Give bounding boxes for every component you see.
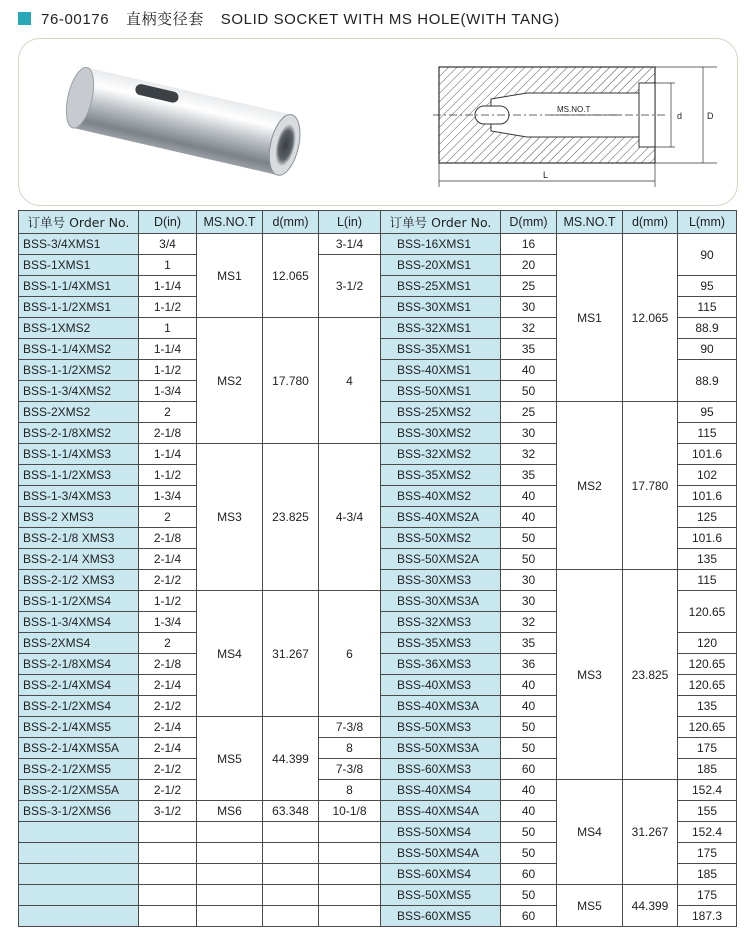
col-header-ms-right: MS.NO.T (557, 211, 623, 234)
diameter-cell: 2-1/2 (139, 570, 197, 591)
col-header-d-right: d(mm) (623, 211, 678, 234)
order-no-cell: BSS-35XMS3 (381, 633, 501, 654)
order-no-cell: BSS-1-3/4XMS3 (19, 486, 139, 507)
order-no-cell: BSS-40XMS4 (381, 780, 501, 801)
order-no-cell: BSS-16XMS1 (381, 234, 501, 255)
diameter-cell: 1 (139, 318, 197, 339)
length-cell: 102 (678, 465, 737, 486)
bore-diameter-cell: 17.780 (623, 402, 678, 570)
order-no-cell: BSS-1XMS2 (19, 318, 139, 339)
order-no-cell: BSS-2-1/8XMS4 (19, 654, 139, 675)
order-no-cell: BSS-30XMS1 (381, 297, 501, 318)
technical-drawing (431, 59, 727, 195)
empty-cell (319, 906, 381, 927)
empty-cell (139, 843, 197, 864)
empty-cell (319, 864, 381, 885)
order-no-cell: BSS-40XMS4A (381, 801, 501, 822)
diameter-cell: 60 (501, 759, 557, 780)
bore-diameter-cell: 44.399 (263, 717, 319, 801)
order-no-cell: BSS-40XMS2 (381, 486, 501, 507)
order-no-cell: BSS-25XMS2 (381, 402, 501, 423)
header-accent-square (18, 12, 31, 25)
diameter-cell: 40 (501, 507, 557, 528)
table-row (19, 780, 737, 801)
order-no-cell: BSS-50XMS3A (381, 738, 501, 759)
diameter-cell: 20 (501, 255, 557, 276)
length-cell: 8 (319, 780, 381, 801)
bore-diameter-cell: 44.399 (623, 885, 678, 927)
diameter-cell: 40 (501, 486, 557, 507)
diameter-cell: 30 (501, 297, 557, 318)
diameter-cell: 2-1/4 (139, 675, 197, 696)
diameter-cell: 40 (501, 696, 557, 717)
order-no-cell: BSS-2-1/4XMS5A (19, 738, 139, 759)
table-header-row (19, 211, 737, 234)
diameter-cell: 60 (501, 906, 557, 927)
diameter-cell: 60 (501, 864, 557, 885)
diameter-cell: 50 (501, 885, 557, 906)
diameter-cell: 50 (501, 549, 557, 570)
diameter-cell: 2 (139, 402, 197, 423)
diameter-cell: 50 (501, 381, 557, 402)
order-no-cell: BSS-60XMS4 (381, 864, 501, 885)
diameter-cell: 2 (139, 633, 197, 654)
order-no-cell: BSS-20XMS1 (381, 255, 501, 276)
order-no-cell: BSS-25XMS1 (381, 276, 501, 297)
length-cell: 101.6 (678, 486, 737, 507)
diameter-cell: 50 (501, 738, 557, 759)
diameter-cell: 36 (501, 654, 557, 675)
order-no-cell: BSS-2-1/2 XMS3 (19, 570, 139, 591)
order-no-cell: BSS-1-1/4XMS1 (19, 276, 139, 297)
order-no-cell: BSS-50XMS4 (381, 822, 501, 843)
diameter-cell: 32 (501, 318, 557, 339)
col-header-L-in: L(in) (319, 211, 381, 234)
col-header-order-right: 订单号 Order No. (381, 211, 501, 234)
header-title (41, 8, 572, 29)
drawing-label-L: L (543, 170, 549, 180)
order-no-cell: BSS-3-1/2XMS6 (19, 801, 139, 822)
length-cell: 115 (678, 423, 737, 444)
ms-taper-cell: MS2 (557, 402, 623, 570)
order-no-cell: BSS-30XMS3A (381, 591, 501, 612)
bore-diameter-cell: 23.825 (623, 570, 678, 780)
diameter-cell: 30 (501, 591, 557, 612)
empty-cell (263, 843, 319, 864)
order-no-cell: BSS-1-1/2XMS3 (19, 465, 139, 486)
length-cell: 88.9 (678, 360, 737, 402)
diameter-cell: 2-1/8 (139, 423, 197, 444)
diameter-cell: 25 (501, 276, 557, 297)
drawing-label-ms: MS.NO.T (557, 105, 591, 114)
diameter-cell: 40 (501, 360, 557, 381)
order-no-cell: BSS-1-1/4XMS3 (19, 444, 139, 465)
empty-cell (197, 864, 263, 885)
length-cell: 8 (319, 738, 381, 759)
length-cell: 120.65 (678, 591, 737, 633)
order-no-cell: BSS-1-1/4XMS2 (19, 339, 139, 360)
order-no-cell: BSS-40XMS3A (381, 696, 501, 717)
order-no-cell: BSS-2-1/4XMS5 (19, 717, 139, 738)
length-cell: 120.65 (678, 717, 737, 738)
order-no-cell: BSS-2-1/8 XMS3 (19, 528, 139, 549)
diameter-cell: 35 (501, 465, 557, 486)
length-cell: 6 (319, 591, 381, 717)
order-no-cell: BSS-2-1/4XMS4 (19, 675, 139, 696)
order-no-cell: BSS-35XMS2 (381, 465, 501, 486)
length-cell: 115 (678, 297, 737, 318)
bore-diameter-cell: 17.780 (263, 318, 319, 444)
spec-table (18, 210, 737, 927)
diameter-cell: 1-3/4 (139, 486, 197, 507)
diameter-cell: 2-1/4 (139, 717, 197, 738)
length-cell: 152.4 (678, 780, 737, 801)
length-cell: 90 (678, 339, 737, 360)
order-no-cell: BSS-3/4XMS1 (19, 234, 139, 255)
diameter-cell: 32 (501, 444, 557, 465)
diameter-cell: 1-1/2 (139, 297, 197, 318)
diameter-cell: 50 (501, 822, 557, 843)
order-no-cell: BSS-30XMS2 (381, 423, 501, 444)
diameter-cell: 1-1/2 (139, 360, 197, 381)
length-cell: 3-1/4 (319, 234, 381, 255)
diameter-cell: 1-1/4 (139, 276, 197, 297)
order-no-cell: BSS-1XMS1 (19, 255, 139, 276)
order-no-cell: BSS-1-1/2XMS1 (19, 297, 139, 318)
ms-taper-cell: MS3 (557, 570, 623, 780)
length-cell: 10-1/8 (319, 801, 381, 822)
diameter-cell: 40 (501, 780, 557, 801)
order-no-cell: BSS-1-1/2XMS2 (19, 360, 139, 381)
col-header-D-mm: D(mm) (501, 211, 557, 234)
order-no-cell: BSS-2-1/2XMS4 (19, 696, 139, 717)
empty-cell (319, 822, 381, 843)
ms-taper-cell: MS2 (197, 318, 263, 444)
page-header (18, 6, 572, 30)
order-no-cell: BSS-2XMS4 (19, 633, 139, 654)
empty-cell (319, 843, 381, 864)
length-cell: 4-3/4 (319, 444, 381, 591)
order-no-cell: BSS-35XMS1 (381, 339, 501, 360)
length-cell: 175 (678, 885, 737, 906)
empty-cell (197, 906, 263, 927)
order-no-cell: BSS-2-1/4 XMS3 (19, 549, 139, 570)
bore-diameter-cell: 12.065 (263, 234, 319, 318)
length-cell: 120.65 (678, 675, 737, 696)
order-no-cell: BSS-50XMS3 (381, 717, 501, 738)
length-cell: 120.65 (678, 654, 737, 675)
length-cell: 125 (678, 507, 737, 528)
empty-cell (197, 822, 263, 843)
diameter-cell: 35 (501, 339, 557, 360)
bore-diameter-cell: 23.825 (263, 444, 319, 591)
length-cell: 90 (678, 234, 737, 276)
diameter-cell: 35 (501, 633, 557, 654)
diameter-cell: 1-3/4 (139, 612, 197, 633)
diameter-cell: 32 (501, 612, 557, 633)
length-cell: 185 (678, 864, 737, 885)
empty-cell (197, 885, 263, 906)
length-cell: 7-3/8 (319, 717, 381, 738)
bore-diameter-cell: 31.267 (623, 780, 678, 885)
diameter-cell: 40 (501, 801, 557, 822)
length-cell: 175 (678, 843, 737, 864)
diameter-cell: 25 (501, 402, 557, 423)
ms-taper-cell: MS5 (197, 717, 263, 801)
empty-cell (139, 822, 197, 843)
length-cell: 3-1/2 (319, 255, 381, 318)
length-cell: 88.9 (678, 318, 737, 339)
col-header-order-left: 订单号 Order No. (19, 211, 139, 234)
order-no-cell: BSS-50XMS2 (381, 528, 501, 549)
bore-diameter-cell: 31.267 (263, 591, 319, 717)
length-cell: 95 (678, 402, 737, 423)
empty-order-cell (19, 906, 139, 927)
order-no-cell: BSS-50XMS2A (381, 549, 501, 570)
drawing-label-D: D (707, 111, 714, 121)
order-no-cell: BSS-2-1/2XMS5 (19, 759, 139, 780)
diameter-cell: 2-1/4 (139, 549, 197, 570)
empty-cell (263, 906, 319, 927)
order-no-cell: BSS-2-1/8XMS2 (19, 423, 139, 444)
diameter-cell: 1-1/2 (139, 465, 197, 486)
col-header-d-left: d(mm) (263, 211, 319, 234)
diameter-cell: 30 (501, 423, 557, 444)
diameter-cell: 40 (501, 675, 557, 696)
order-no-cell: BSS-50XMS5 (381, 885, 501, 906)
length-cell: 115 (678, 570, 737, 591)
bore-diameter-cell: 63.348 (263, 801, 319, 822)
diameter-cell: 3-1/2 (139, 801, 197, 822)
diameter-cell: 2-1/4 (139, 738, 197, 759)
length-cell: 155 (678, 801, 737, 822)
ms-taper-cell: MS4 (557, 780, 623, 885)
order-no-cell: BSS-40XMS1 (381, 360, 501, 381)
diameter-cell: 1-1/4 (139, 444, 197, 465)
empty-cell (139, 864, 197, 885)
diameter-cell: 50 (501, 717, 557, 738)
diameter-cell: 50 (501, 843, 557, 864)
empty-cell (197, 843, 263, 864)
order-no-cell: BSS-50XMS4A (381, 843, 501, 864)
order-no-cell: BSS-30XMS3 (381, 570, 501, 591)
col-header-ms-left: MS.NO.T (197, 211, 263, 234)
diameter-cell: 50 (501, 528, 557, 549)
empty-order-cell (19, 822, 139, 843)
diameter-cell: 1-1/4 (139, 339, 197, 360)
empty-order-cell (19, 885, 139, 906)
order-no-cell: BSS-2 XMS3 (19, 507, 139, 528)
order-no-cell: BSS-40XMS2A (381, 507, 501, 528)
diameter-cell: 3/4 (139, 234, 197, 255)
length-cell: 7-3/8 (319, 759, 381, 780)
empty-order-cell (19, 864, 139, 885)
order-no-cell: BSS-40XMS3 (381, 675, 501, 696)
empty-cell (139, 885, 197, 906)
diameter-cell: 2-1/8 (139, 654, 197, 675)
length-cell: 95 (678, 276, 737, 297)
diameter-cell: 1-1/2 (139, 591, 197, 612)
order-no-cell: BSS-1-1/2XMS4 (19, 591, 139, 612)
ms-taper-cell: MS1 (557, 234, 623, 402)
product-code: 76-00176 (41, 10, 110, 28)
empty-cell (263, 885, 319, 906)
diameter-cell: 30 (501, 570, 557, 591)
order-no-cell: BSS-32XMS3 (381, 612, 501, 633)
socket-photo (59, 55, 329, 193)
col-header-L-mm: L(mm) (678, 211, 737, 234)
ms-taper-cell: MS1 (197, 234, 263, 318)
length-cell: 4 (319, 318, 381, 444)
length-cell: 135 (678, 696, 737, 717)
order-no-cell: BSS-60XMS3 (381, 759, 501, 780)
order-no-cell: BSS-2-1/2XMS5A (19, 780, 139, 801)
empty-cell (263, 864, 319, 885)
order-no-cell: BSS-2XMS2 (19, 402, 139, 423)
diameter-cell: 1 (139, 255, 197, 276)
diameter-cell: 2 (139, 507, 197, 528)
ms-taper-cell: MS4 (197, 591, 263, 717)
order-no-cell: BSS-1-3/4XMS2 (19, 381, 139, 402)
order-no-cell: BSS-60XMS5 (381, 906, 501, 927)
product-title-cn: 直柄变径套 (125, 9, 204, 28)
table-row (19, 885, 737, 906)
diameter-cell: 2-1/2 (139, 780, 197, 801)
length-cell: 175 (678, 738, 737, 759)
length-cell: 187.3 (678, 906, 737, 927)
length-cell: 101.6 (678, 528, 737, 549)
diameter-cell: 16 (501, 234, 557, 255)
order-no-cell: BSS-50XMS1 (381, 381, 501, 402)
diameter-cell: 2-1/2 (139, 759, 197, 780)
diameter-cell: 1-3/4 (139, 381, 197, 402)
length-cell: 152.4 (678, 822, 737, 843)
product-title-en: SOLID SOCKET WITH MS HOLE(WITH TANG) (220, 10, 560, 28)
empty-cell (139, 906, 197, 927)
ms-taper-cell: MS5 (557, 885, 623, 927)
order-no-cell: BSS-36XMS3 (381, 654, 501, 675)
length-cell: 135 (678, 549, 737, 570)
diameter-cell: 2-1/8 (139, 528, 197, 549)
ms-taper-cell: MS3 (197, 444, 263, 591)
table-row (19, 234, 737, 255)
empty-cell (319, 885, 381, 906)
length-cell: 120 (678, 633, 737, 654)
order-no-cell: BSS-1-3/4XMS4 (19, 612, 139, 633)
order-no-cell: BSS-32XMS1 (381, 318, 501, 339)
length-cell: 101.6 (678, 444, 737, 465)
drawing-label-d: d (677, 111, 683, 121)
ms-taper-cell: MS6 (197, 801, 263, 822)
order-no-cell: BSS-32XMS2 (381, 444, 501, 465)
length-cell: 185 (678, 759, 737, 780)
empty-cell (263, 822, 319, 843)
diameter-cell: 2-1/2 (139, 696, 197, 717)
empty-order-cell (19, 843, 139, 864)
bore-diameter-cell: 12.065 (623, 234, 678, 402)
col-header-D-in: D(in) (139, 211, 197, 234)
product-image-panel (18, 38, 738, 206)
